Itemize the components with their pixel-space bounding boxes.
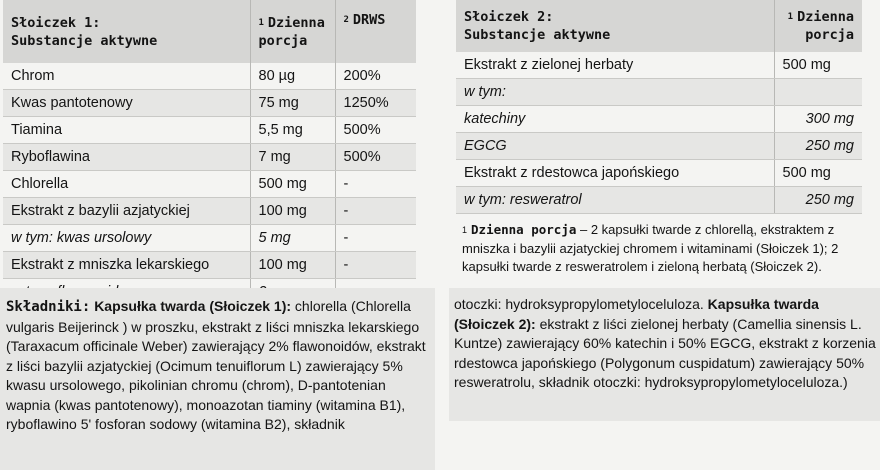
table-jar-1 (3, 0, 416, 306)
ingredients-text-jar-1: Składniki: Kapsułka twarda (Słoiczek 1): chlorella (Chlorella vulgaris Beijerinck ) w proszku, ekstrakt z liści mniszka lekarskiego (Taraxacum officinale Weber) zawierający 2% flawonoidów, ekstrakt z liści bazylii azjatyckiej (Ocimum tenuiflorum L) zawierający 5% kwasu ursolowego, pikolinian chromu (chrom), D-pantotenian wapnia (kwas pantotenowy), monoazotan tiaminy (witamina B1), ryboflawino 5' fosforan sodowy (witamina B2), składnik (6, 298, 426, 432)
header-daily-portion: $^1$ Dzienna porcja (774, 0, 862, 52)
table-row: EGCG 250 mg (456, 133, 862, 160)
table-row: Kwas pantotenowy 75 mg 1250% (3, 90, 416, 117)
table-row: Tiamina 5,5 mg 500% (3, 117, 416, 144)
table-row: w tym: resweratrol 250 mg (456, 187, 862, 214)
table-header (3, 0, 416, 63)
table-row: w tym: (456, 79, 862, 106)
table-title: Słoiczek 2: Substancje aktywne (456, 0, 774, 52)
header-daily-portion: $^1$ Dzienna porcja (250, 0, 335, 63)
table-row: Ekstrakt z rdestowca japońskiego 500 mg (456, 160, 862, 187)
table-row: Ekstrakt z bazylii azjatyckiej 100 mg - (3, 198, 416, 225)
table-row: Ekstrakt z zielonej herbaty 500 mg (456, 52, 862, 79)
table-row: Chrom 80 µg 200% (3, 63, 416, 90)
ingredients-text-jar-2: otoczki: hydroksypropylometyloceluloza. Kapsułka twarda (Słoiczek 2): ekstrakt z liści zielonej herbaty (Camellia sinensis L. Kuntze) zawierający 60% katechin i 50% EGCG, ekstrakt z korzenia rdestowca japońskiego (Polygonum cuspidatum) zawierający 50% resweratrolu, składnik otoczki: hydroksypropylometyloceluloza.) (454, 296, 876, 390)
table-header (456, 0, 862, 52)
header-drws: $^2$ DRWS (335, 0, 416, 63)
table-row: Ekstrakt z mniszka lekarskiego 100 mg - (3, 252, 416, 279)
table-row: katechiny 300 mg (456, 106, 862, 133)
table-title: Słoiczek 1: Substancje aktywne (3, 0, 250, 63)
table-row: w tym: kwas ursolowy 5 mg - (3, 225, 416, 252)
table-row: Ryboflawina 7 mg 500% (3, 144, 416, 171)
daily-portion-footnote: $^1$ Dzienna porcja – 2 kapsułki twarde z chlorellą, ekstraktem z mniszka i bazylii azjatyckiej chromem i witaminami (Słoiczek 1); 2 kapsułki twarde z resweratrolem i zieloną herbatą (Słoiczek 2). (462, 222, 839, 274)
table-jar-2 (456, 0, 862, 214)
table-row: Chlorella 500 mg - (3, 171, 416, 198)
